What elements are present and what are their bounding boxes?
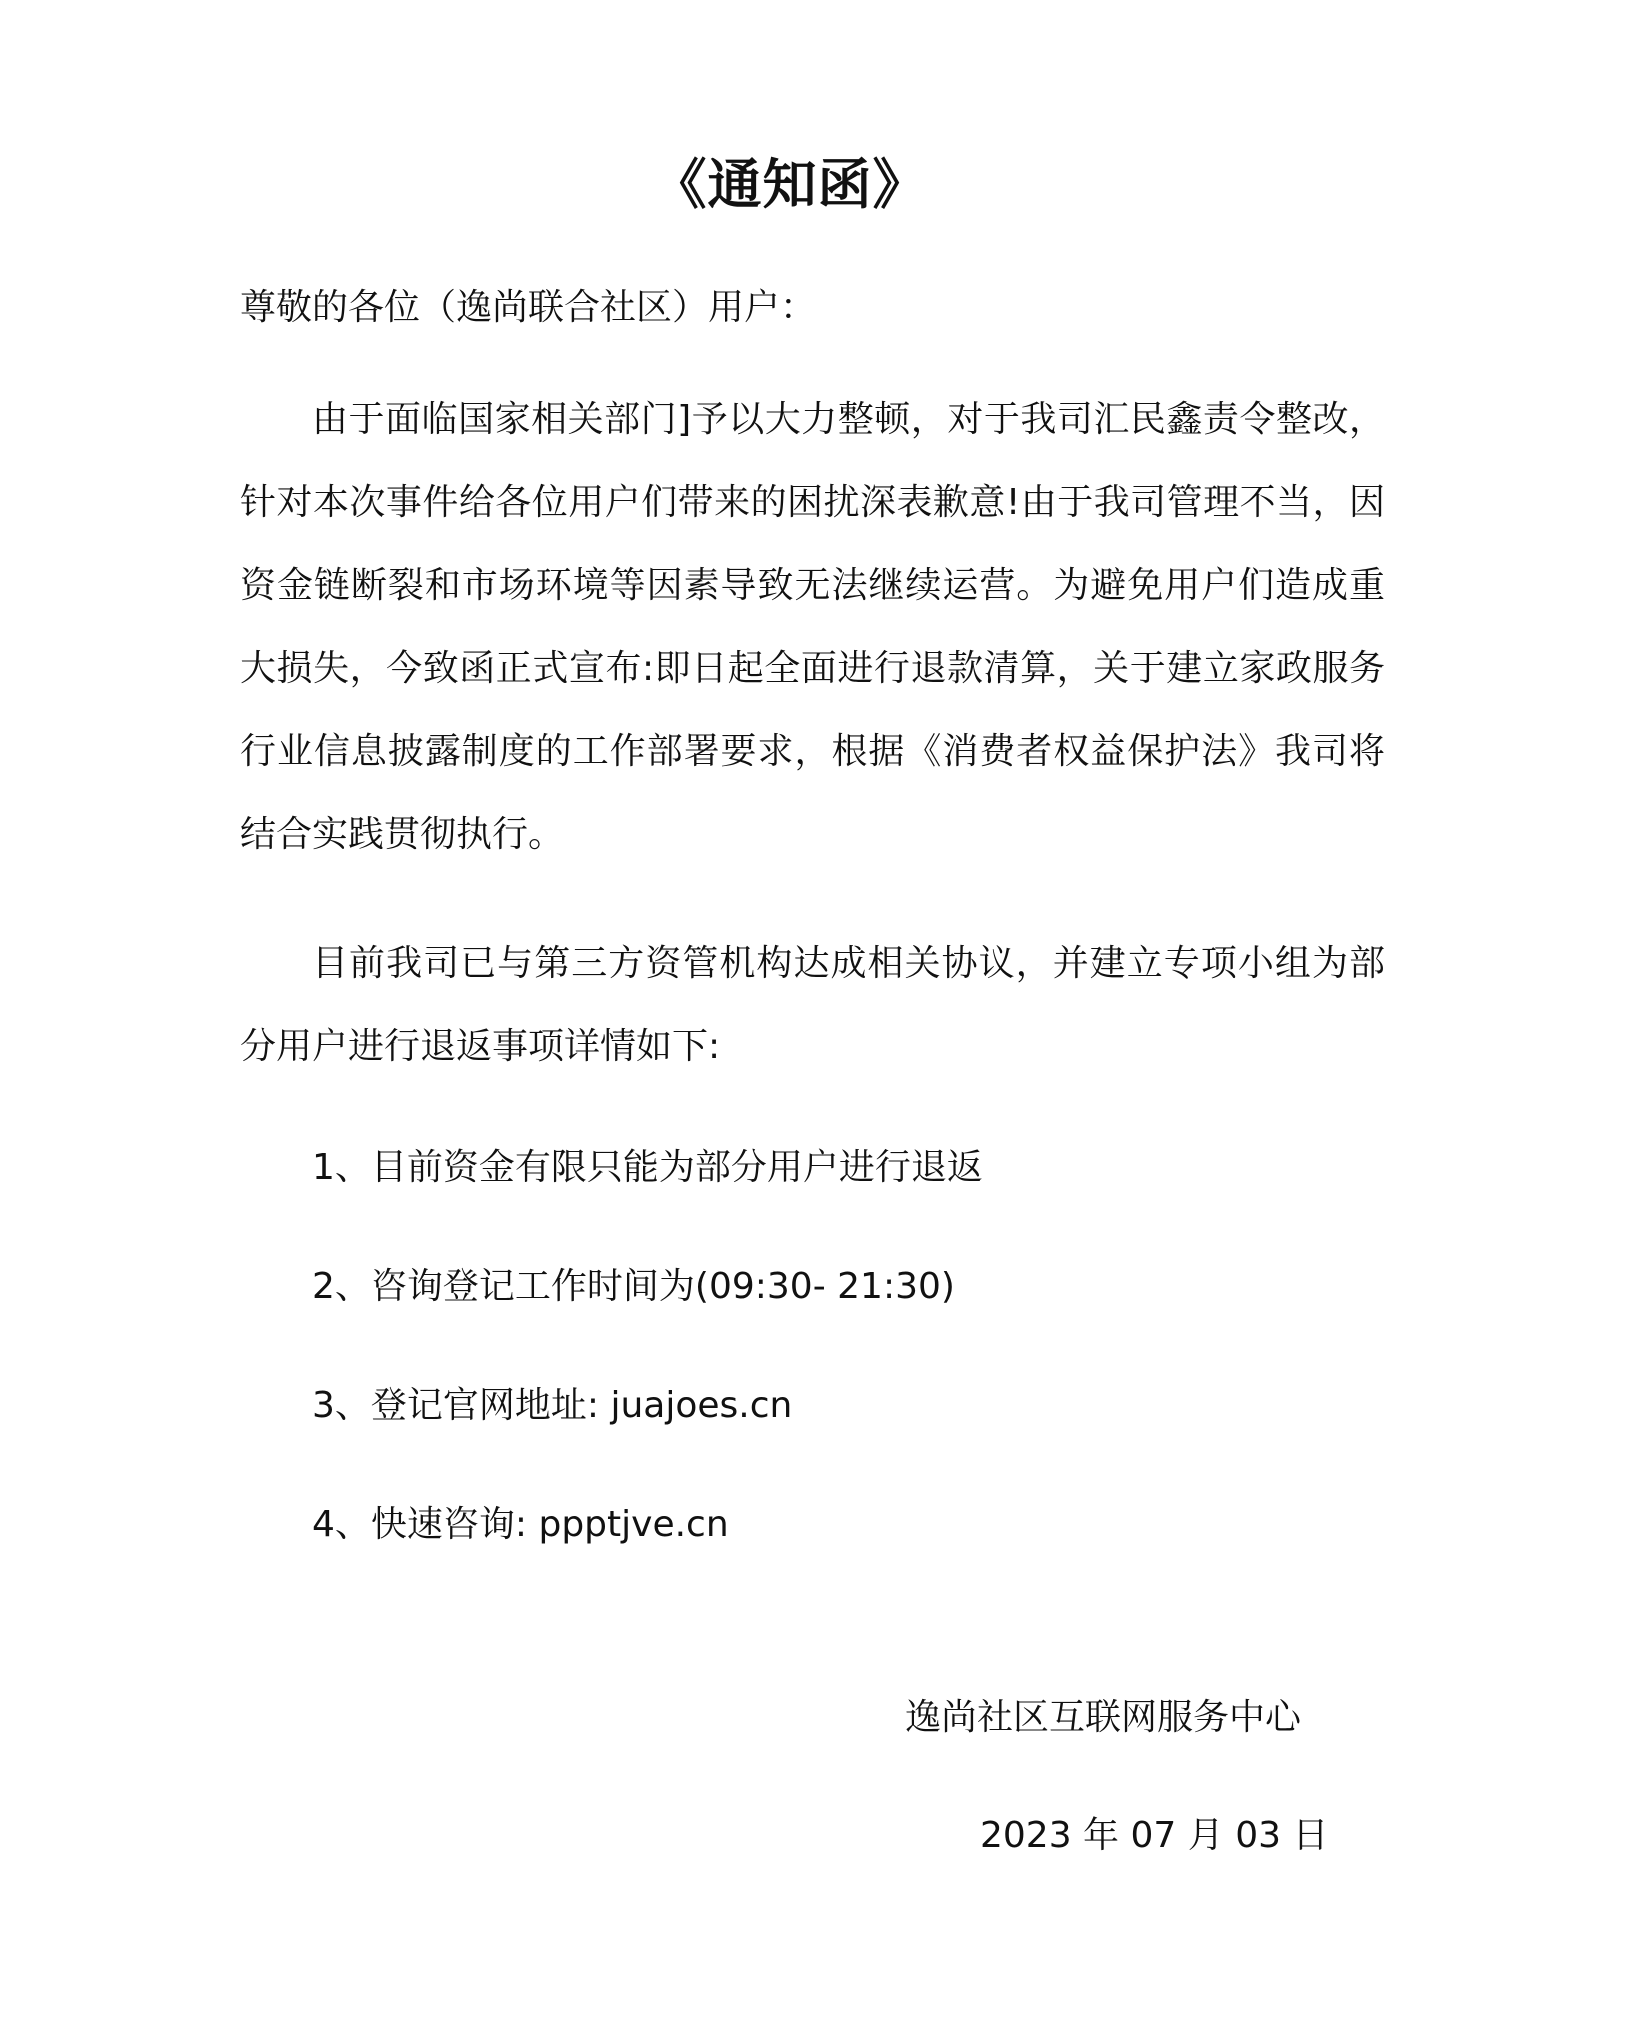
list-item-1: 1、目前资金有限只能为部分用户进行退返 bbox=[312, 1147, 983, 1188]
list-item-4: 4、快速咨询: ppptjve.cn bbox=[312, 1504, 729, 1545]
document-date: 2023 年 07 月 03 日 bbox=[980, 1815, 1329, 1856]
list-item-2: 2、咨询登记工作时间为(09:30- 21:30) bbox=[312, 1266, 955, 1307]
greeting-line: 尊敬的各位（逸尚联合社区）用户： bbox=[240, 287, 817, 328]
signature: 逸尚社区互联网服务中心 bbox=[905, 1697, 1302, 1738]
body-paragraph-1: 由于面临国家相关部门]予以大力整顿，对于我司汇民鑫责令整改，针对本次事件给各位用户们带来的困扰深表歉意!由于我司管理不当，因资金链断裂和市场环境等因素导致无法继续运营。为避免用户们造成重大损失，今致函正式宣布:即日起全面进行退款清算，关于建立家政服务行业信息披露制度的工作部署要求，根据《消费者权益保护法》我司将结合实践贯彻执行。 bbox=[240, 399, 1385, 855]
list-item-3: 3、登记官网地址: juajoes.cn bbox=[312, 1385, 793, 1426]
body-paragraph-2: 目前我司已与第三方资管机构达成相关协议，并建立专项小组为部分用户进行退返事项详情如下: bbox=[240, 943, 1385, 1067]
document-title: 《通知函》 bbox=[652, 153, 928, 216]
